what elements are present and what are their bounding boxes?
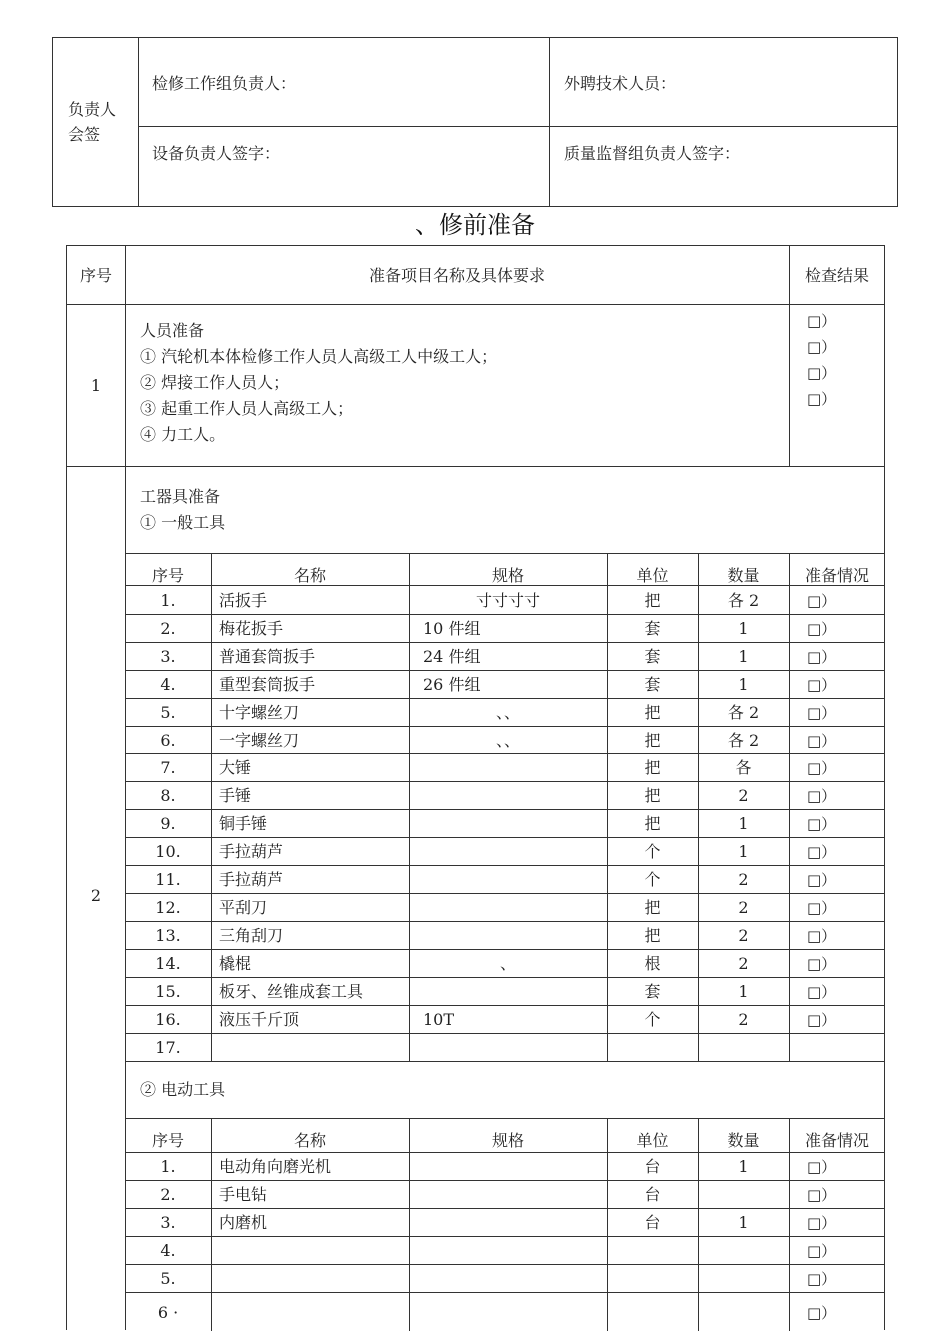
tool-unit: 个 [644,842,661,861]
item1-line: ④ 力工人。 [140,425,226,444]
tool-qty: 1 [738,842,749,861]
signoff-label: 负责人 [68,100,117,119]
tool-no: 14. [155,954,181,973]
column-header-ready: 准备情况 [804,1131,869,1150]
tool-no: 15. [155,982,181,1001]
tool-spec: 寸寸寸寸 [475,591,540,610]
column-header-unit: 单位 [636,1131,669,1150]
tool-ready-check[interactable]: □） [807,983,837,1001]
tool-ready-check[interactable]: □） [807,1242,837,1260]
grid-line [67,304,884,305]
item1-no: 1 [90,376,102,395]
tool-qty: 1 [738,982,749,1001]
tool-ready-check[interactable]: □） [807,1186,837,1204]
tool-name: 十字螺丝刀 [219,703,300,722]
tool-spec: 、、 [495,731,520,750]
tool-qty: 1 [738,1213,749,1232]
grid-line [125,553,884,554]
grid-line [125,837,884,838]
tool-name: 活扳手 [219,591,268,610]
tool-no: 5. [160,1269,176,1288]
tool-name: 重型套筒扳手 [219,675,316,694]
item1-check[interactable]: □） [807,390,837,408]
tool-spec: 26 件组 [423,675,481,694]
grid-line [125,1264,884,1265]
tool-ready-check[interactable]: □） [807,787,837,805]
tool-name: 手电钻 [219,1185,268,1204]
tool-ready-check[interactable]: □） [807,843,837,861]
tool-name: 内磨机 [219,1213,268,1232]
tool-qty: 2 [738,1010,749,1029]
item2-no: 2 [90,886,102,905]
grid-line [211,553,212,1061]
item1-check[interactable]: □） [807,312,837,330]
tool-ready-check[interactable]: □） [807,1158,837,1176]
equipment-owner-sign-field[interactable]: 设备负责人签字： [152,144,281,163]
tool-unit: 根 [644,954,661,973]
tool-unit: 台 [644,1213,661,1232]
tool-name: 三角刮刀 [219,926,284,945]
grid-line [125,893,884,894]
header-result: 检查结果 [804,266,869,285]
tool-no: 11. [155,870,181,889]
tool-unit: 把 [644,758,661,777]
grid-line [125,614,884,615]
tool-unit: 台 [644,1185,661,1204]
tool-spec: 10T [423,1010,455,1029]
tool-ready-check[interactable]: □） [807,759,837,777]
grid-line [409,553,410,1061]
signoff-row-divider [138,126,897,127]
column-header-ready: 准备情况 [804,566,869,585]
tool-ready-check[interactable]: □） [807,871,837,889]
tool-no: 9. [160,814,176,833]
tool-name: 手锤 [219,786,252,805]
tool-no: 1. [160,1157,176,1176]
tool-name: 橇棍 [219,954,252,973]
signoff-divider [549,38,550,206]
tool-name: 电动角向磨光机 [219,1157,332,1176]
grid-line [125,1118,884,1119]
tool-ready-check[interactable]: □） [807,676,837,694]
tool-unit: 套 [644,619,661,638]
tool-qty: 各 2 [727,731,760,750]
tool-ready-check[interactable]: □） [807,1214,837,1232]
tool-qty: 2 [738,870,749,889]
grid-line [125,1208,884,1209]
tool-unit: 把 [644,591,661,610]
column-header-name: 名称 [293,566,326,585]
power-tools-title: ② 电动工具 [140,1080,226,1099]
grid-line [125,642,884,643]
tool-no: 16. [155,1010,181,1029]
tool-unit: 套 [644,982,661,1001]
tool-name: 板牙、丝锥成套工具 [219,982,364,1001]
tool-ready-check[interactable]: □） [807,620,837,638]
grid-line [125,809,884,810]
tool-no: 3. [160,647,176,666]
column-header-spec: 规格 [491,1131,524,1150]
tool-spec: 、、 [495,703,520,722]
tool-qty: 1 [738,619,749,638]
tool-unit: 把 [644,926,661,945]
item1-title: 人员准备 [140,321,205,340]
column-header-name: 名称 [293,1131,326,1150]
tool-qty: 1 [738,675,749,694]
grid-line [125,1152,884,1153]
tool-ready-check[interactable]: □） [807,927,837,945]
grid-line [125,1236,884,1237]
item1-line: ② 焊接工作人员人； [140,373,290,392]
tool-no: 4. [160,675,176,694]
tool-ready-check[interactable]: □） [807,1270,837,1288]
tool-spec: 10 件组 [423,619,481,638]
column-header-qty: 数量 [727,566,760,585]
item2-title: 工器具准备 [140,487,221,506]
tool-qty: 2 [738,954,749,973]
header-no: 序号 [79,266,112,285]
signoff-label: 会签 [68,125,101,144]
tool-name: 铜手锤 [219,814,268,833]
preparation-table [66,245,885,1330]
tool-unit: 个 [644,870,661,889]
grid-line [125,698,884,699]
quality-leader-sign-field[interactable]: 质量监督组负责人签字： [564,144,741,163]
tool-no: 5. [160,703,176,722]
tool-no: 4. [160,1241,176,1260]
tool-qty: 各 2 [727,703,760,722]
tool-no: 6 · [157,1303,179,1322]
column-header-qty: 数量 [727,1131,760,1150]
tool-ready-check[interactable]: □） [807,648,837,666]
signoff-divider [138,38,139,206]
tool-unit: 套 [644,647,661,666]
maintenance-leader-field[interactable]: 检修工作组负责人： [152,74,297,93]
tool-name: 液压千斤顶 [219,1010,300,1029]
grid-line [125,670,884,671]
tool-ready-check[interactable]: □） [807,955,837,973]
tool-no: 6. [160,731,176,750]
external-tech-field[interactable]: 外聘技术人员： [564,74,677,93]
grid-line [125,726,884,727]
tool-qty: 1 [738,1157,749,1176]
tool-unit: 个 [644,1010,661,1029]
grid-line [125,753,884,754]
item1-check[interactable]: □） [807,364,837,382]
item1-check[interactable]: □） [807,338,837,356]
tool-name: 普通套筒扳手 [219,647,316,666]
tool-spec: 、 [499,954,516,973]
tool-ready-check[interactable]: □） [807,899,837,917]
tool-no: 12. [155,898,181,917]
tool-qty: 2 [738,898,749,917]
tool-qty: 2 [738,786,749,805]
tool-ready-check[interactable]: □） [807,704,837,722]
tool-unit: 把 [644,786,661,805]
tool-no: 17. [155,1038,181,1057]
grid-line [125,1180,884,1181]
grid-line [125,781,884,782]
tool-name: 梅花扳手 [219,619,284,638]
tool-ready-check[interactable]: □） [807,732,837,750]
grid-line [125,865,884,866]
header-item: 准备项目名称及具体要求 [368,266,545,285]
tool-qty: 1 [738,814,749,833]
column-header-spec: 规格 [491,566,524,585]
tool-name: 大锤 [219,758,252,777]
section-title: 、修前准备 [415,211,535,239]
tool-name: 手拉葫芦 [219,842,284,861]
tool-no: 7. [160,758,176,777]
tool-no: 8. [160,786,176,805]
tool-ready-check[interactable]: □） [807,815,837,833]
tool-no: 2. [160,619,176,638]
tool-unit: 台 [644,1157,661,1176]
tool-unit: 把 [644,703,661,722]
grid-line [125,1061,884,1062]
tool-name: 平刮刀 [219,898,268,917]
grid-line [125,1033,884,1034]
tool-unit: 把 [644,731,661,750]
grid-line [125,921,884,922]
tool-qty: 各 2 [727,591,760,610]
general-tools-title: ① 一般工具 [140,513,226,532]
tool-unit: 把 [644,814,661,833]
tool-ready-check[interactable]: □） [807,1011,837,1029]
tool-unit: 套 [644,675,661,694]
grid-line [125,1292,884,1293]
item1-line: ① 汽轮机本体检修工作人员人高级工人中级工人； [140,347,498,366]
tool-ready-check[interactable]: □） [807,592,837,610]
grid-line [125,1005,884,1006]
tool-no: 1. [160,591,176,610]
grid-line [789,553,790,1061]
column-header-unit: 单位 [636,566,669,585]
tool-no: 3. [160,1213,176,1232]
tool-name: 一字螺丝刀 [219,731,300,750]
tool-no: 13. [155,926,181,945]
tool-qty: 2 [738,926,749,945]
tool-qty: 1 [738,647,749,666]
tool-ready-check[interactable]: □） [807,1304,837,1322]
signoff-table [52,37,898,207]
column-header-no: 序号 [151,1131,184,1150]
column-header-no: 序号 [151,566,184,585]
tool-spec: 24 件组 [423,647,481,666]
grid-line [125,949,884,950]
item1-line: ③ 起重工作人员人高级工人； [140,399,354,418]
tool-name: 手拉葫芦 [219,870,284,889]
grid-line [67,466,884,467]
tool-unit: 把 [644,898,661,917]
grid-line [125,977,884,978]
tool-no: 10. [155,842,181,861]
tool-no: 2. [160,1185,176,1204]
tool-qty: 各 [735,758,752,777]
